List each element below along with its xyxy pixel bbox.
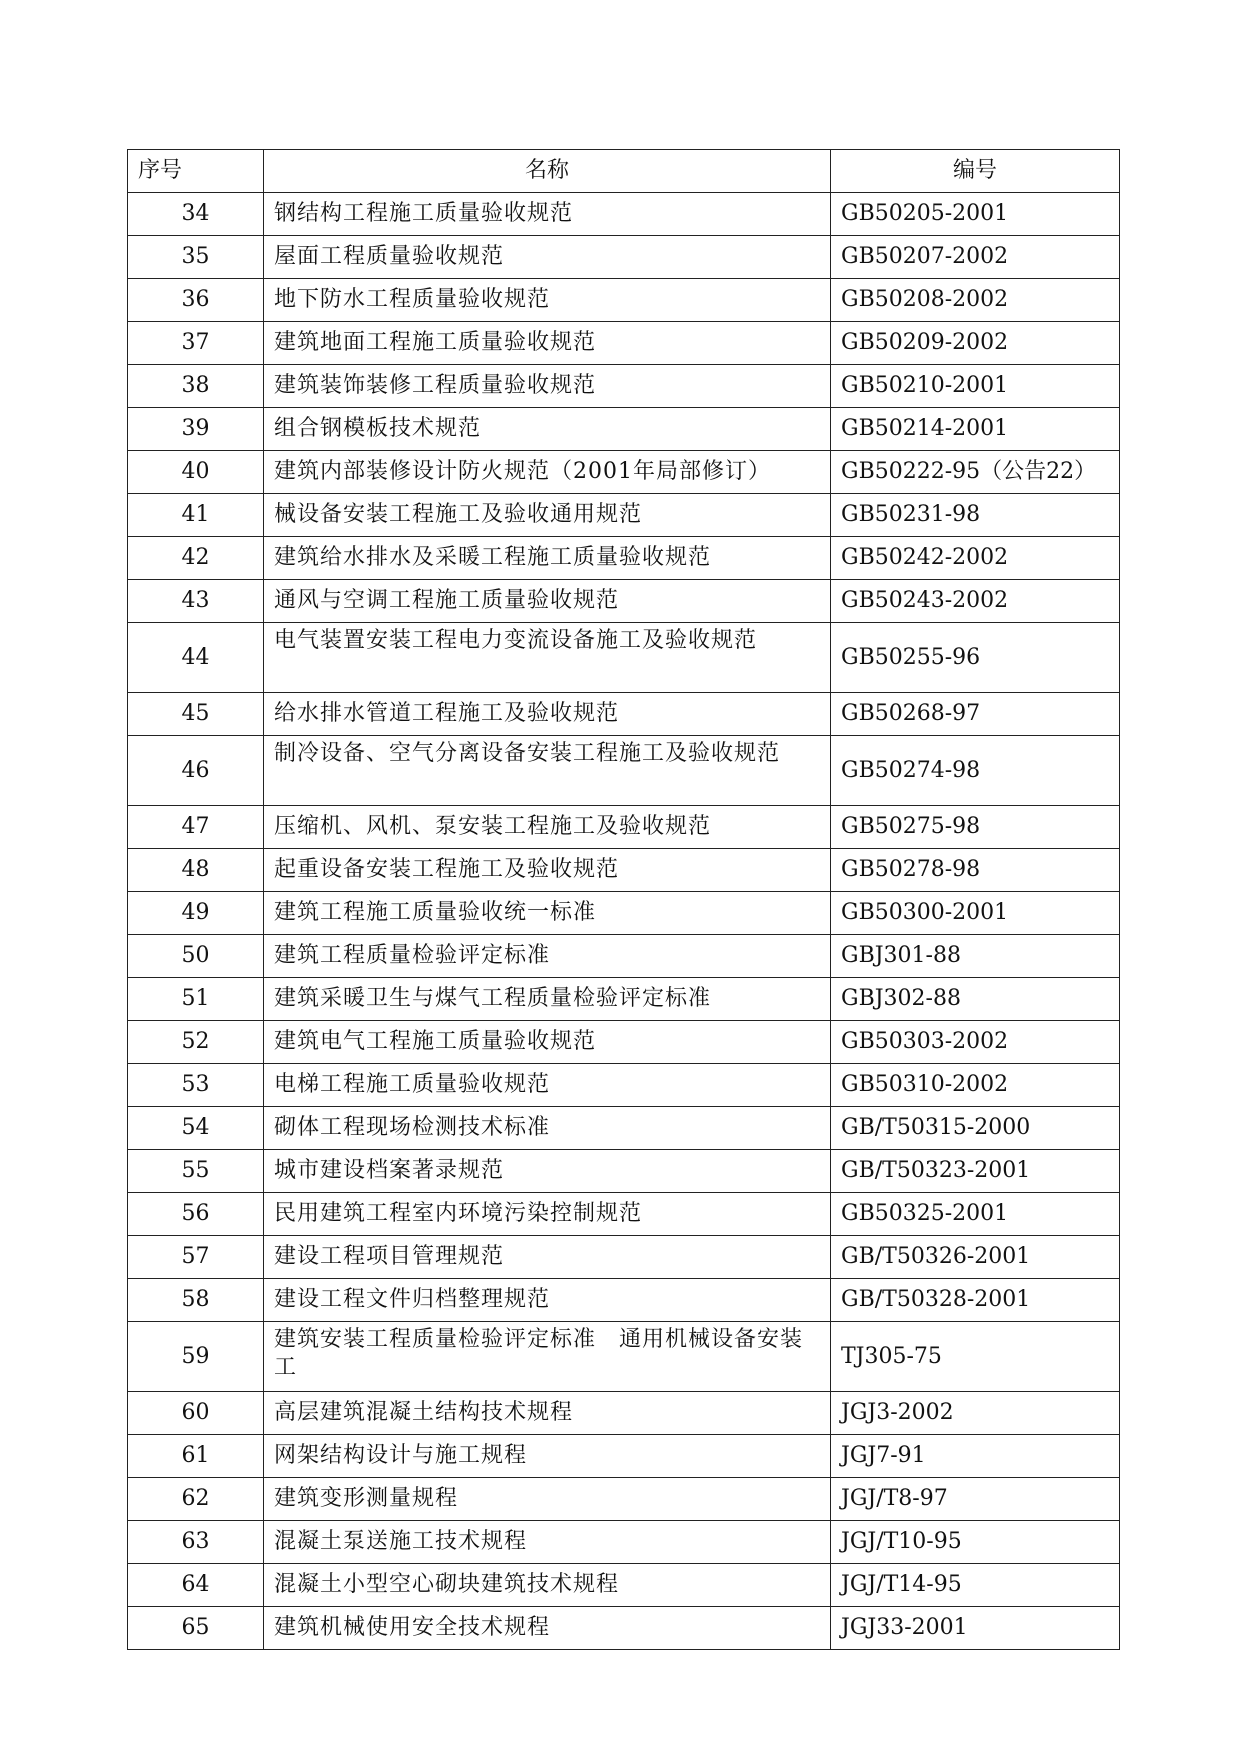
row-standard-code: GB50274-98: [831, 736, 1120, 806]
row-serial-number: 53: [128, 1064, 264, 1107]
row-standard-code: GB50303-2002: [831, 1021, 1120, 1064]
table-row: [128, 322, 1120, 365]
header-code: 编号: [831, 150, 1120, 193]
row-serial-number: 51: [128, 978, 264, 1021]
row-standard-name: 给水排水管道工程施工及验收规范: [264, 693, 831, 736]
table-row: [128, 193, 1120, 236]
table-row: [128, 1107, 1120, 1150]
row-serial-number: 65: [128, 1607, 264, 1650]
row-serial-number: 39: [128, 408, 264, 451]
table-row: [128, 693, 1120, 736]
row-standard-code: JGJ7-91: [831, 1435, 1120, 1478]
row-serial-number: 35: [128, 236, 264, 279]
header-name: 名称: [264, 150, 831, 193]
row-standard-code: GB50231-98: [831, 494, 1120, 537]
table-row: [128, 736, 1120, 806]
row-standard-code: GB/T50326-2001: [831, 1236, 1120, 1279]
table-row: [128, 1435, 1120, 1478]
row-serial-number: 37: [128, 322, 264, 365]
row-standard-name: 建筑采暖卫生与煤气工程质量检验评定标准: [264, 978, 831, 1021]
row-serial-number: 56: [128, 1193, 264, 1236]
row-standard-name: 电气装置安装工程电力变流设备施工及验收规范: [264, 623, 831, 693]
row-serial-number: 59: [128, 1322, 264, 1392]
row-standard-code: TJ305-75: [831, 1322, 1120, 1392]
table-row: [128, 408, 1120, 451]
table-row: [128, 1322, 1120, 1392]
row-standard-code: GB50210-2001: [831, 365, 1120, 408]
row-standard-code: GB50205-2001: [831, 193, 1120, 236]
table-row: [128, 236, 1120, 279]
row-standard-code: GB50278-98: [831, 849, 1120, 892]
row-serial-number: 42: [128, 537, 264, 580]
row-standard-code: GB/T50323-2001: [831, 1150, 1120, 1193]
table-row: [128, 806, 1120, 849]
row-standard-code: GB50300-2001: [831, 892, 1120, 935]
row-standard-name: 建筑内部装修设计防火规范（2001年局部修订）: [264, 451, 831, 494]
row-serial-number: 63: [128, 1521, 264, 1564]
table-row: [128, 978, 1120, 1021]
row-standard-code: GB/T50315-2000: [831, 1107, 1120, 1150]
row-standard-name: 砌体工程现场检测技术标准: [264, 1107, 831, 1150]
table-row: [128, 494, 1120, 537]
row-standard-code: GB50268-97: [831, 693, 1120, 736]
row-serial-number: 61: [128, 1435, 264, 1478]
table-row: [128, 1064, 1120, 1107]
row-serial-number: 44: [128, 623, 264, 693]
table-row: [128, 1150, 1120, 1193]
row-serial-number: 50: [128, 935, 264, 978]
row-standard-code: GBJ302-88: [831, 978, 1120, 1021]
row-serial-number: 57: [128, 1236, 264, 1279]
row-standard-code: GB50214-2001: [831, 408, 1120, 451]
row-standard-name: 混凝土泵送施工技术规程: [264, 1521, 831, 1564]
row-serial-number: 49: [128, 892, 264, 935]
row-standard-code: GB50255-96: [831, 623, 1120, 693]
row-standard-name: 电梯工程施工质量验收规范: [264, 1064, 831, 1107]
table-row: [128, 537, 1120, 580]
row-standard-code: JGJ33-2001: [831, 1607, 1120, 1650]
table-row: [128, 935, 1120, 978]
row-standard-name: 械设备安装工程施工及验收通用规范: [264, 494, 831, 537]
row-standard-name: 建筑电气工程施工质量验收规范: [264, 1021, 831, 1064]
row-standard-name: 建设工程项目管理规范: [264, 1236, 831, 1279]
row-standard-code: GB50325-2001: [831, 1193, 1120, 1236]
row-standard-code: GB50222-95（公告22）: [831, 451, 1120, 494]
row-standard-name: 建设工程文件归档整理规范: [264, 1279, 831, 1322]
row-serial-number: 54: [128, 1107, 264, 1150]
row-serial-number: 40: [128, 451, 264, 494]
row-standard-code: GB/T50328-2001: [831, 1279, 1120, 1322]
row-standard-code: JGJ/T8-97: [831, 1478, 1120, 1521]
row-standard-name: 通风与空调工程施工质量验收规范: [264, 580, 831, 623]
row-serial-number: 36: [128, 279, 264, 322]
row-standard-code: GBJ301-88: [831, 935, 1120, 978]
row-serial-number: 38: [128, 365, 264, 408]
table-row: [128, 365, 1120, 408]
row-standard-name: 建筑工程质量检验评定标准: [264, 935, 831, 978]
row-serial-number: 52: [128, 1021, 264, 1064]
table-row: [128, 1478, 1120, 1521]
row-serial-number: 45: [128, 693, 264, 736]
row-standard-name: 建筑工程施工质量验收统一标准: [264, 892, 831, 935]
row-standard-code: GB50207-2002: [831, 236, 1120, 279]
row-standard-name: 钢结构工程施工质量验收规范: [264, 193, 831, 236]
row-standard-name: 压缩机、风机、泵安装工程施工及验收规范: [264, 806, 831, 849]
row-standard-name: 建筑机械使用安全技术规程: [264, 1607, 831, 1650]
row-standard-name: 混凝土小型空心砌块建筑技术规程: [264, 1564, 831, 1607]
row-standard-code: JGJ3-2002: [831, 1392, 1120, 1435]
row-standard-name: 地下防水工程质量验收规范: [264, 279, 831, 322]
row-standard-code: JGJ/T10-95: [831, 1521, 1120, 1564]
row-standard-code: JGJ/T14-95: [831, 1564, 1120, 1607]
table-row: [128, 892, 1120, 935]
table-row: [128, 1021, 1120, 1064]
row-serial-number: 62: [128, 1478, 264, 1521]
table-row: [128, 849, 1120, 892]
table-row: [128, 1279, 1120, 1322]
row-standard-name: 组合钢模板技术规范: [264, 408, 831, 451]
row-serial-number: 41: [128, 494, 264, 537]
row-standard-code: GB50242-2002: [831, 537, 1120, 580]
table-row: [128, 1392, 1120, 1435]
row-serial-number: 47: [128, 806, 264, 849]
row-serial-number: 34: [128, 193, 264, 236]
row-standard-name: 建筑给水排水及采暖工程施工质量验收规范: [264, 537, 831, 580]
row-standard-code: GB50243-2002: [831, 580, 1120, 623]
row-standard-name: 城市建设档案著录规范: [264, 1150, 831, 1193]
row-standard-code: GB50209-2002: [831, 322, 1120, 365]
table-row: [128, 623, 1120, 693]
row-serial-number: 48: [128, 849, 264, 892]
table-row: [128, 1236, 1120, 1279]
row-serial-number: 60: [128, 1392, 264, 1435]
standards-table: [127, 149, 1120, 1650]
row-serial-number: 64: [128, 1564, 264, 1607]
table-row: [128, 279, 1120, 322]
table-header-row: [128, 150, 1120, 193]
row-standard-code: GB50310-2002: [831, 1064, 1120, 1107]
row-serial-number: 43: [128, 580, 264, 623]
row-standard-name: 建筑变形测量规程: [264, 1478, 831, 1521]
row-standard-name: 建筑装饰装修工程质量验收规范: [264, 365, 831, 408]
row-serial-number: 46: [128, 736, 264, 806]
row-standard-name: 高层建筑混凝土结构技术规程: [264, 1392, 831, 1435]
row-standard-name: 建筑地面工程施工质量验收规范: [264, 322, 831, 365]
row-serial-number: 55: [128, 1150, 264, 1193]
table-row: [128, 1564, 1120, 1607]
table-row: [128, 1193, 1120, 1236]
row-standard-name: 民用建筑工程室内环境污染控制规范: [264, 1193, 831, 1236]
row-standard-name: 制冷设备、空气分离设备安装工程施工及验收规范: [264, 736, 831, 806]
table-row: [128, 1521, 1120, 1564]
row-standard-name: 起重设备安装工程施工及验收规范: [264, 849, 831, 892]
row-standard-code: GB50208-2002: [831, 279, 1120, 322]
row-standard-name: 屋面工程质量验收规范: [264, 236, 831, 279]
row-standard-name: 网架结构设计与施工规程: [264, 1435, 831, 1478]
header-serial-number: 序号: [128, 150, 264, 193]
row-standard-name: 建筑安装工程质量检验评定标准 通用机械设备安装工: [264, 1322, 831, 1392]
table-row: [128, 1607, 1120, 1650]
row-serial-number: 58: [128, 1279, 264, 1322]
table-row: [128, 451, 1120, 494]
table-row: [128, 580, 1120, 623]
row-standard-code: GB50275-98: [831, 806, 1120, 849]
